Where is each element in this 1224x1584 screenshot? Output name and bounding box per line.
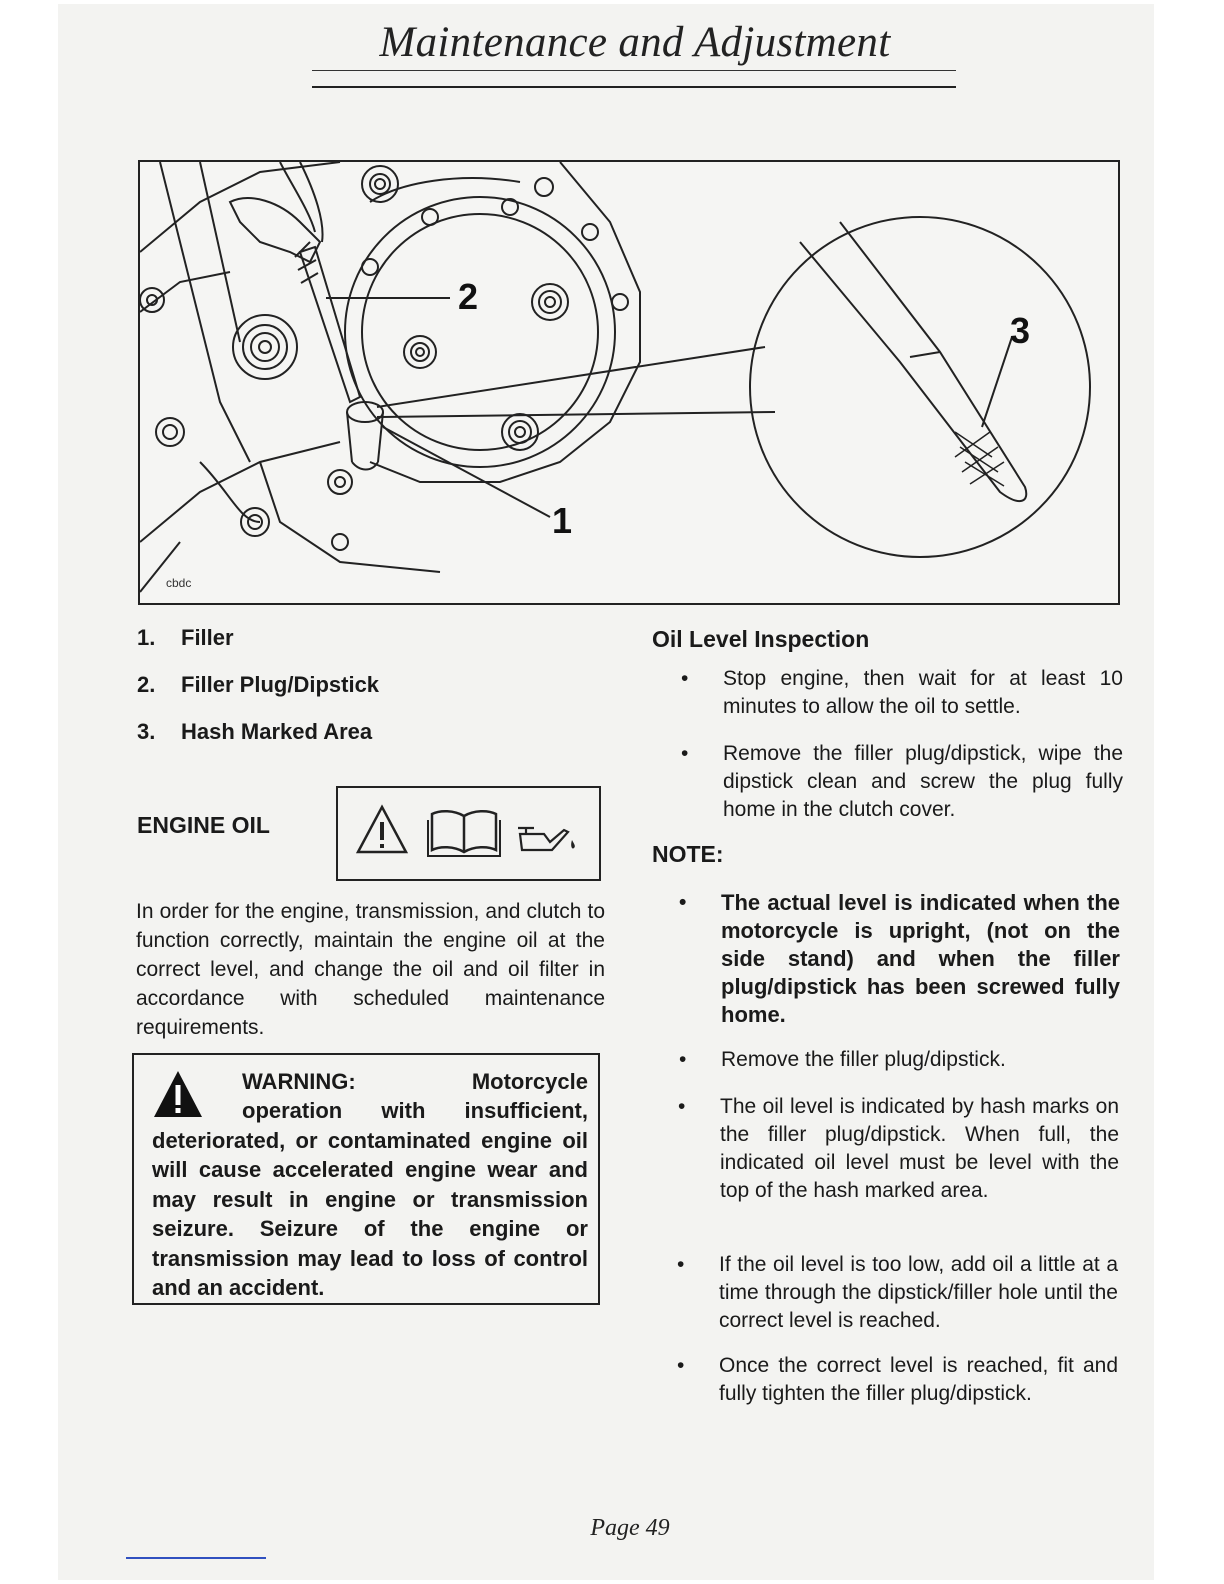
warning-icon-spacer bbox=[152, 1067, 242, 1125]
engine-line-drawing bbox=[140, 162, 1120, 605]
step-text: The oil level is indicated by hash marks on the filler plug/dipstick. When full, the indicated oil level must be level with the top of the hash marked area. bbox=[720, 1095, 1119, 1202]
oil-can-icon bbox=[514, 820, 580, 859]
figure-code: cbdc bbox=[166, 576, 192, 590]
bullet-dot: • bbox=[681, 667, 689, 690]
bullet-dot: • bbox=[679, 1048, 687, 1071]
step-text: Remove the filler plug/dipstick, wipe the dipstick clean and screw the plug fully home in the clutch cover. bbox=[723, 742, 1123, 821]
warning-box bbox=[132, 1053, 600, 1305]
inspection-step bbox=[678, 1093, 1119, 1205]
inspection-step bbox=[677, 1251, 1118, 1335]
title-rule-bottom bbox=[312, 86, 956, 88]
legend-label: Filler Plug/Dipstick bbox=[181, 672, 380, 697]
note-item bbox=[679, 889, 1120, 1029]
engine-oil-heading: ENGINE OIL bbox=[137, 812, 270, 838]
oil-level-heading: Oil Level Inspection bbox=[652, 626, 870, 652]
note-heading: NOTE: bbox=[652, 841, 724, 867]
page-title: Maintenance and Adjustment bbox=[379, 19, 891, 66]
engine-illustration bbox=[138, 160, 1120, 605]
warning-triangle-icon bbox=[354, 802, 410, 863]
legend-number: 2. bbox=[137, 672, 156, 697]
inspection-step bbox=[679, 1046, 1120, 1074]
legend-item bbox=[137, 672, 379, 698]
warning-text-wrap bbox=[152, 1067, 588, 1303]
inspection-step bbox=[681, 740, 1123, 824]
page-number: Page 49 bbox=[590, 1515, 670, 1541]
legend-item bbox=[137, 625, 234, 651]
warning-text: operation with insufficient, deteriorated, or contaminated engine oil will cause accelerated engine wear and may result in engine or transmission seizure. Seizure of the engine or transmission may lead to loss of control and an accident. bbox=[152, 1098, 588, 1300]
legend-number: 3. bbox=[137, 719, 156, 744]
bullet-dot: • bbox=[677, 1354, 685, 1377]
step-text: Remove the filler plug/dipstick. bbox=[721, 1048, 1006, 1071]
footer-link-underline[interactable] bbox=[126, 1557, 266, 1559]
inspection-step bbox=[677, 1352, 1118, 1408]
legend-label: Hash Marked Area bbox=[181, 719, 373, 744]
engine-oil-intro: In order for the engine, transmission, and clutch to function correctly, maintain the engine oil at the correct level, and change the oil and oil filter in accordance with scheduled maintenance requirements. bbox=[136, 900, 605, 1039]
callout-2: 2 bbox=[458, 276, 479, 317]
callout-1: 1 bbox=[552, 500, 573, 541]
callout-3: 3 bbox=[1010, 310, 1031, 351]
step-text: If the oil level is too low, add oil a little at a time through the dipstick/filler hole until the correct level is reached. bbox=[719, 1253, 1118, 1332]
legend-item bbox=[137, 719, 372, 745]
bullet-dot: • bbox=[677, 1253, 685, 1276]
bullet-dot: • bbox=[678, 1095, 686, 1118]
note-text: The actual level is indicated when the motorcycle is upright, (not on the side stand) and when the filler plug/dipstick has been screwed fully home. bbox=[721, 890, 1120, 1027]
title-rule-top bbox=[312, 70, 956, 71]
warning-label: WARNING: bbox=[242, 1069, 356, 1094]
symbol-box bbox=[336, 786, 601, 881]
inspection-step bbox=[681, 665, 1123, 721]
step-text: Stop engine, then wait for at least 10 minutes to allow the oil to settle. bbox=[723, 667, 1123, 718]
step-text: Once the correct level is reached, fit and fully tighten the filler plug/dipstick. bbox=[719, 1354, 1118, 1405]
manual-book-icon bbox=[426, 806, 502, 865]
legend-number: 1. bbox=[137, 625, 156, 650]
bullet-dot: • bbox=[681, 742, 689, 765]
legend-label: Filler bbox=[181, 625, 234, 650]
bullet-dot: • bbox=[679, 891, 687, 914]
warning-first-word: Motorcycle bbox=[471, 1069, 588, 1094]
